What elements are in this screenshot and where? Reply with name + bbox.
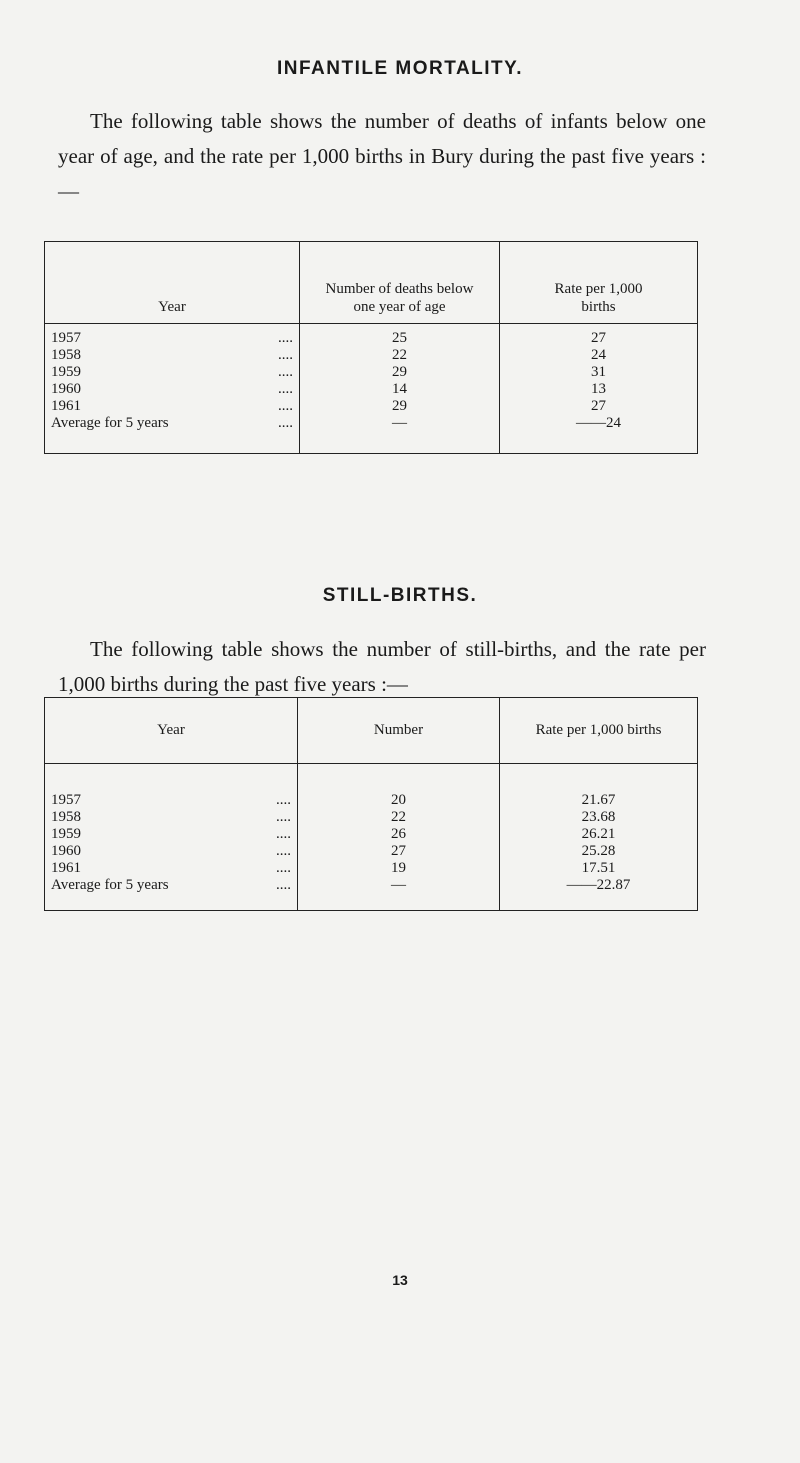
number-cell: 20 bbox=[298, 764, 500, 810]
rate-cell: 25.28 bbox=[500, 843, 698, 860]
rate-cell: 13 bbox=[500, 381, 698, 398]
col-header-year: Year bbox=[45, 698, 298, 764]
year-cell bbox=[45, 324, 300, 348]
year-label: 1957 bbox=[51, 330, 81, 346]
col-header-deaths: Number of deaths below one year of age bbox=[300, 242, 500, 324]
col-header-year: Year bbox=[45, 242, 300, 324]
table-row bbox=[45, 415, 698, 454]
table-row bbox=[45, 843, 698, 860]
year-label: 1960 bbox=[51, 843, 81, 859]
rate-cell: 27 bbox=[500, 324, 698, 348]
infant-mortality-heading: INFANTILE MORTALITY. bbox=[276, 58, 524, 79]
number-cell: 26 bbox=[298, 826, 500, 843]
year-cell bbox=[45, 381, 300, 398]
rate-cell: ——22.87 bbox=[500, 877, 698, 911]
number-cell: 29 bbox=[300, 398, 500, 415]
number-cell: — bbox=[298, 877, 500, 911]
year-cell bbox=[45, 877, 298, 911]
infant-table-header-row bbox=[45, 242, 698, 324]
year-cell bbox=[45, 415, 300, 454]
leader-dots: .... bbox=[278, 364, 293, 380]
number-cell: 27 bbox=[298, 843, 500, 860]
still-births-heading: STILL-BIRTHS. bbox=[322, 585, 478, 606]
leader-dots: .... bbox=[276, 792, 291, 808]
rate-cell: 27 bbox=[500, 398, 698, 415]
year-cell bbox=[45, 860, 298, 877]
leader-dots: .... bbox=[276, 826, 291, 842]
year-label: 1961 bbox=[51, 860, 81, 876]
table-row bbox=[45, 381, 698, 398]
number-cell: 25 bbox=[300, 324, 500, 348]
year-label: Average for 5 years bbox=[51, 877, 169, 893]
rate-cell: ——24 bbox=[500, 415, 698, 454]
year-label: 1960 bbox=[51, 381, 81, 397]
table-row bbox=[45, 764, 698, 810]
year-label: 1959 bbox=[51, 826, 81, 842]
year-cell bbox=[45, 398, 300, 415]
leader-dots: .... bbox=[276, 809, 291, 825]
infant-mortality-intro: The following table shows the number of deaths of infants below one year of age, and the rate per 1,000 births in Bury during the past five years :— bbox=[58, 109, 706, 203]
table-row bbox=[45, 347, 698, 364]
rate-cell: 26.21 bbox=[500, 826, 698, 843]
number-cell: — bbox=[300, 415, 500, 454]
year-cell bbox=[45, 364, 300, 381]
number-cell: 22 bbox=[300, 347, 500, 364]
rate-cell: 24 bbox=[500, 347, 698, 364]
leader-dots: .... bbox=[278, 347, 293, 363]
leader-dots: .... bbox=[276, 860, 291, 876]
infant-mortality-table bbox=[44, 241, 698, 454]
col-header-number: Number bbox=[298, 698, 500, 764]
year-cell bbox=[45, 826, 298, 843]
year-label: 1958 bbox=[51, 347, 81, 363]
table-row bbox=[45, 826, 698, 843]
still-births-table bbox=[44, 697, 698, 911]
number-cell: 14 bbox=[300, 381, 500, 398]
year-label: 1961 bbox=[51, 398, 81, 414]
number-cell: 19 bbox=[298, 860, 500, 877]
leader-dots: .... bbox=[278, 381, 293, 397]
still-table-header-row bbox=[45, 698, 698, 764]
rate-cell: 31 bbox=[500, 364, 698, 381]
number-cell: 29 bbox=[300, 364, 500, 381]
col-header-rate: Rate per 1,000 births bbox=[500, 698, 698, 764]
year-label: 1959 bbox=[51, 364, 81, 380]
table-row bbox=[45, 860, 698, 877]
col-header-rate: Rate per 1,000 births bbox=[500, 242, 698, 324]
year-cell bbox=[45, 843, 298, 860]
number-cell: 22 bbox=[298, 809, 500, 826]
table-row bbox=[45, 877, 698, 911]
leader-dots: .... bbox=[276, 843, 291, 859]
still-births-intro: The following table shows the number of still-births, and the rate per 1,000 births during the past five years :— bbox=[58, 637, 706, 696]
leader-dots: .... bbox=[278, 398, 293, 414]
year-label: 1958 bbox=[51, 809, 81, 825]
leader-dots: .... bbox=[278, 415, 293, 431]
leader-dots: .... bbox=[278, 330, 293, 346]
page-number: 13 bbox=[392, 1272, 408, 1288]
table-row bbox=[45, 324, 698, 348]
year-cell bbox=[45, 809, 298, 826]
rate-cell: 21.67 bbox=[500, 764, 698, 810]
table-row bbox=[45, 364, 698, 381]
rate-cell: 17.51 bbox=[500, 860, 698, 877]
leader-dots: .... bbox=[276, 877, 291, 893]
table-row bbox=[45, 398, 698, 415]
year-cell bbox=[45, 764, 298, 810]
year-label: 1957 bbox=[51, 792, 81, 808]
year-label: Average for 5 years bbox=[51, 415, 169, 431]
rate-cell: 23.68 bbox=[500, 809, 698, 826]
table-row bbox=[45, 809, 698, 826]
year-cell bbox=[45, 347, 300, 364]
